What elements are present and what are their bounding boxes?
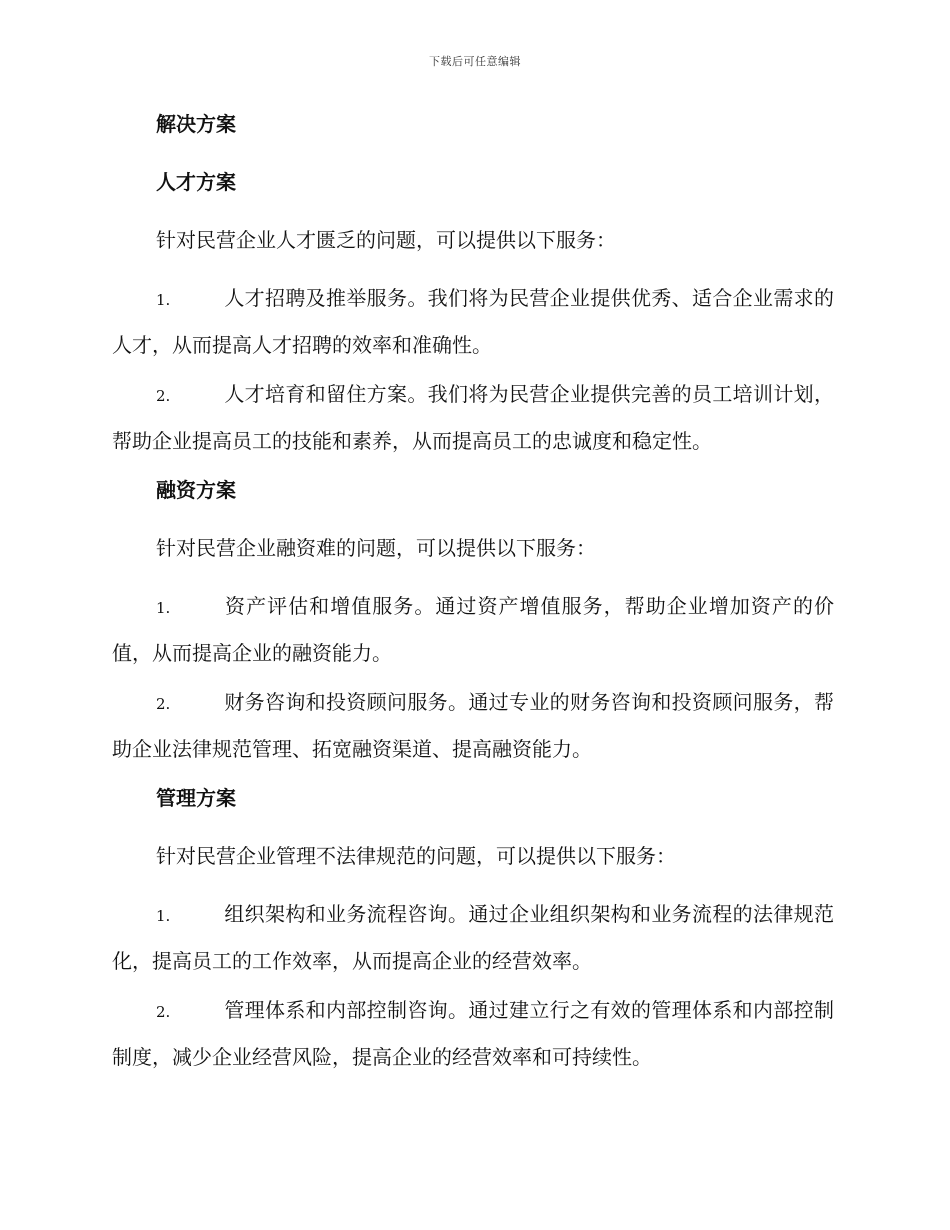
list-item-text: 人才招聘及推举服务。我们将为民营企业提供优秀、适合企业需求的人才，从而提高人才招聘的效率和准确性。 xyxy=(112,286,834,357)
list-item-text: 财务咨询和投资顾问服务。通过专业的财务咨询和投资顾问服务，帮助企业法律规范管理、拓宽融资渠道、提高融资能力。 xyxy=(112,690,834,761)
document-body xyxy=(112,110,834,1092)
section-heading-management: 管理方案 xyxy=(156,786,236,810)
list-item xyxy=(112,988,834,1080)
list-item-text: 组织架构和业务流程咨询。通过企业组织架构和业务流程的法律规范化，提高员工的工作效率，从而提高企业的经营效率。 xyxy=(112,902,834,973)
page-header: 下载后可任意编辑 xyxy=(429,55,521,68)
list-item-number: 1. xyxy=(156,599,171,617)
section-heading-solution: 解决方案 xyxy=(156,112,236,136)
list-item xyxy=(112,276,834,368)
section-heading-talent: 人才方案 xyxy=(156,170,236,194)
list-item-text: 管理体系和内部控制咨询。通过建立行之有效的管理体系和内部控制制度，减少企业经营风险，提高企业的经营效率和可持续性。 xyxy=(112,998,834,1069)
list-item xyxy=(112,892,834,984)
list-item-text: 资产评估和增值服务。通过资产增值服务，帮助企业增加资产的价值，从而提高企业的融资能力。 xyxy=(112,594,834,665)
section-intro-management: 针对民营企业管理不法律规范的问题，可以提供以下服务： xyxy=(156,844,676,868)
list-item-number: 2. xyxy=(156,387,171,405)
list-item-number: 2. xyxy=(156,695,171,713)
list-item-number: 2. xyxy=(156,1003,171,1021)
list-item-number: 1. xyxy=(156,291,171,309)
list-item xyxy=(112,680,834,772)
section-intro-financing: 针对民营企业融资难的问题，可以提供以下服务： xyxy=(156,536,596,560)
list-item-text: 人才培育和留住方案。我们将为民营企业提供完善的员工培训计划，帮助企业提高员工的技能和素养，从而提高员工的忠诚度和稳定性。 xyxy=(112,382,834,453)
list-item xyxy=(112,372,834,464)
section-intro-talent: 针对民营企业人才匮乏的问题，可以提供以下服务： xyxy=(156,228,616,252)
section-heading-financing: 融资方案 xyxy=(156,478,236,502)
list-item xyxy=(112,584,834,676)
list-item-number: 1. xyxy=(156,907,171,925)
